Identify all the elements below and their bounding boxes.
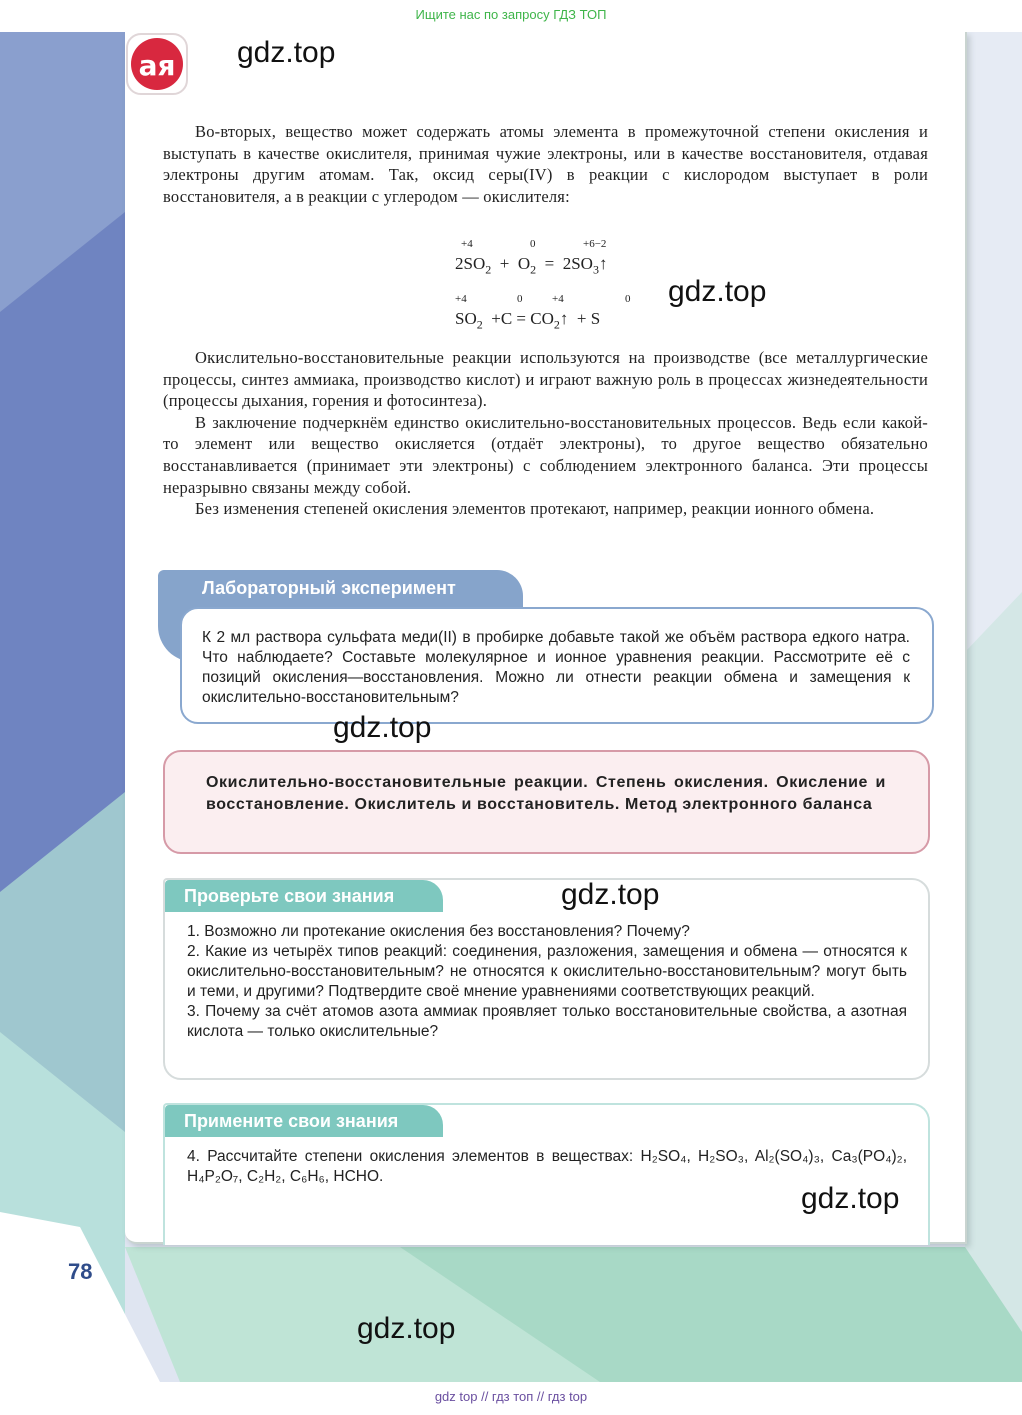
oxidation-state: +4: [552, 293, 564, 305]
check-header-tab: [165, 880, 443, 912]
lab-text: К 2 мл раствора сульфата меди(II) в пробирке добавьте такой же объём раствора едкого натра. Что наблюдаете? Составьте молекулярное и ионное уравнения реакции. Рассмотрите её с позиций окисления—восстановления. Можно ли отнести реакции обмена и замещения к окислительно-восстановительным?: [202, 629, 910, 706]
subscript: 2: [553, 317, 560, 332]
page-number: 78: [68, 1259, 93, 1284]
oxidation-state: +6−2: [583, 238, 607, 250]
watermark: gdz.top: [561, 878, 660, 911]
question-item: 3. Почему за счёт атомов азота аммиак проявляет только восстановительные свойства, а азотная кислота — только окислительные?: [187, 1003, 907, 1040]
check-knowledge-box: [163, 878, 930, 1080]
equation-2: [455, 293, 631, 333]
key-terms-box: [163, 750, 930, 854]
plus-sign: +: [576, 309, 587, 328]
apply-intro: 4. Рассчитайте степени окисления элементов в веществах:: [187, 1148, 634, 1165]
footer-bar: [0, 1382, 1022, 1415]
apply-knowledge-box: [163, 1103, 930, 1245]
question-item: 2. Какие из четырёх типов реакций: соединения, разложения, замещения и обмена — относятся к окислительно-восстановительным? не относятся к окислительно-восстановительным? могут быть и теми, и другими? Подтвердите своё мнение уравнениями соответствующих реакций.: [187, 943, 907, 1000]
plus-sign: +: [491, 309, 501, 328]
formula: C: [500, 309, 513, 328]
gas-arrow: ↑: [598, 254, 608, 273]
logo-letters: ая: [138, 49, 176, 82]
formula: CO: [530, 309, 554, 328]
top-banner: [0, 0, 1022, 32]
equals-sign: =: [544, 254, 555, 273]
plus-sign: +: [499, 254, 510, 273]
watermark: gdz.top: [668, 275, 767, 308]
subscript: 2: [485, 262, 492, 277]
lab-experiment-box: [180, 607, 934, 724]
gas-arrow: ↑: [559, 309, 569, 328]
banner-text: Ищите нас по запросу ГДЗ ТОП: [415, 7, 607, 22]
formula: SO: [455, 309, 477, 328]
formula: O: [517, 254, 531, 273]
oxidation-state: 0: [625, 293, 631, 305]
question-item: 1. Возможно ли протекание окисления без восстановления? Почему?: [187, 923, 690, 940]
oxidation-state: +4: [455, 293, 467, 305]
paragraph: Окислительно-восстановительные реакции используются на производстве (все металлургические процессы, синтез аммиака, производство кислот) и играют важную роль в процессах жизнедеятельности (процессы дыхания, горения и фотосинтеза).: [163, 348, 928, 411]
paragraph: Без изменения степеней окисления элементов протекают, например, реакции ионного обмена.: [195, 499, 875, 519]
subscript: 2: [476, 317, 483, 332]
check-title: Проверьте свои знания: [184, 886, 395, 906]
apply-title: Примените свои знания: [184, 1111, 399, 1131]
apply-formulas: H₂SO₄, H₂SO₃, Al₂(SO₄)₃, Ca₃(PO₄)₂, H₄P₂O₇, C₂H₂, C₆H₆, HCHO.: [187, 1148, 908, 1185]
formula: 2SO: [455, 254, 486, 273]
check-questions: [187, 922, 907, 1042]
subscript: 2: [530, 262, 537, 277]
oxidation-state: 0: [517, 293, 523, 305]
watermark: gdz.top: [357, 1312, 456, 1345]
oxidation-state: +4: [461, 238, 473, 250]
equation-1: [455, 238, 608, 278]
apply-task: [187, 1147, 907, 1187]
page-background: [0, 32, 1022, 1382]
apply-header-tab: [165, 1105, 443, 1137]
key-terms-text: Окислительно-восстановительные реакции. Степень окисления. Окисление и восстановление. Окислитель и восстановитель. Метод электронного баланса: [206, 774, 886, 813]
formula: 2SO: [562, 254, 593, 273]
equals-sign: =: [516, 309, 527, 328]
formula: S: [590, 309, 601, 328]
footer-links[interactable]: gdz top // гдз топ // гдз top: [434, 1389, 588, 1404]
key-terms-logo-icon: [125, 32, 189, 96]
subscript: 3: [592, 262, 599, 277]
main-paragraphs: [163, 347, 928, 520]
watermark: gdz.top: [237, 36, 336, 69]
intro-paragraph: [163, 121, 928, 207]
oxidation-state: 0: [530, 238, 536, 250]
lab-title: Лабораторный эксперимент: [202, 578, 456, 598]
paragraph: Во-вторых, вещество может содержать атомы элемента в промежуточной степени окисления и выступать в качестве окислителя, принимая чужие электроны, или в качестве восстановителя, отдавая электроны другим атомам. Так, оксид серы(IV) в реакции с кислородом выступает в роли восстановителя, а в реакции с углеродом — окислителя:: [163, 122, 928, 206]
watermark: gdz.top: [801, 1182, 900, 1215]
paragraph: В заключение подчеркнём единство окислительно-восстановительных процессов. Ведь если какой-то элемент или вещество окисляется (отдаёт электроны), то другое вещество обязательно восстанавливается (принимает эти электроны) с соблюдением электронного баланса. Эти процессы неразрывно связаны между собой.: [163, 412, 928, 497]
watermark: gdz.top: [333, 711, 432, 744]
textbook-page: [125, 32, 967, 1244]
